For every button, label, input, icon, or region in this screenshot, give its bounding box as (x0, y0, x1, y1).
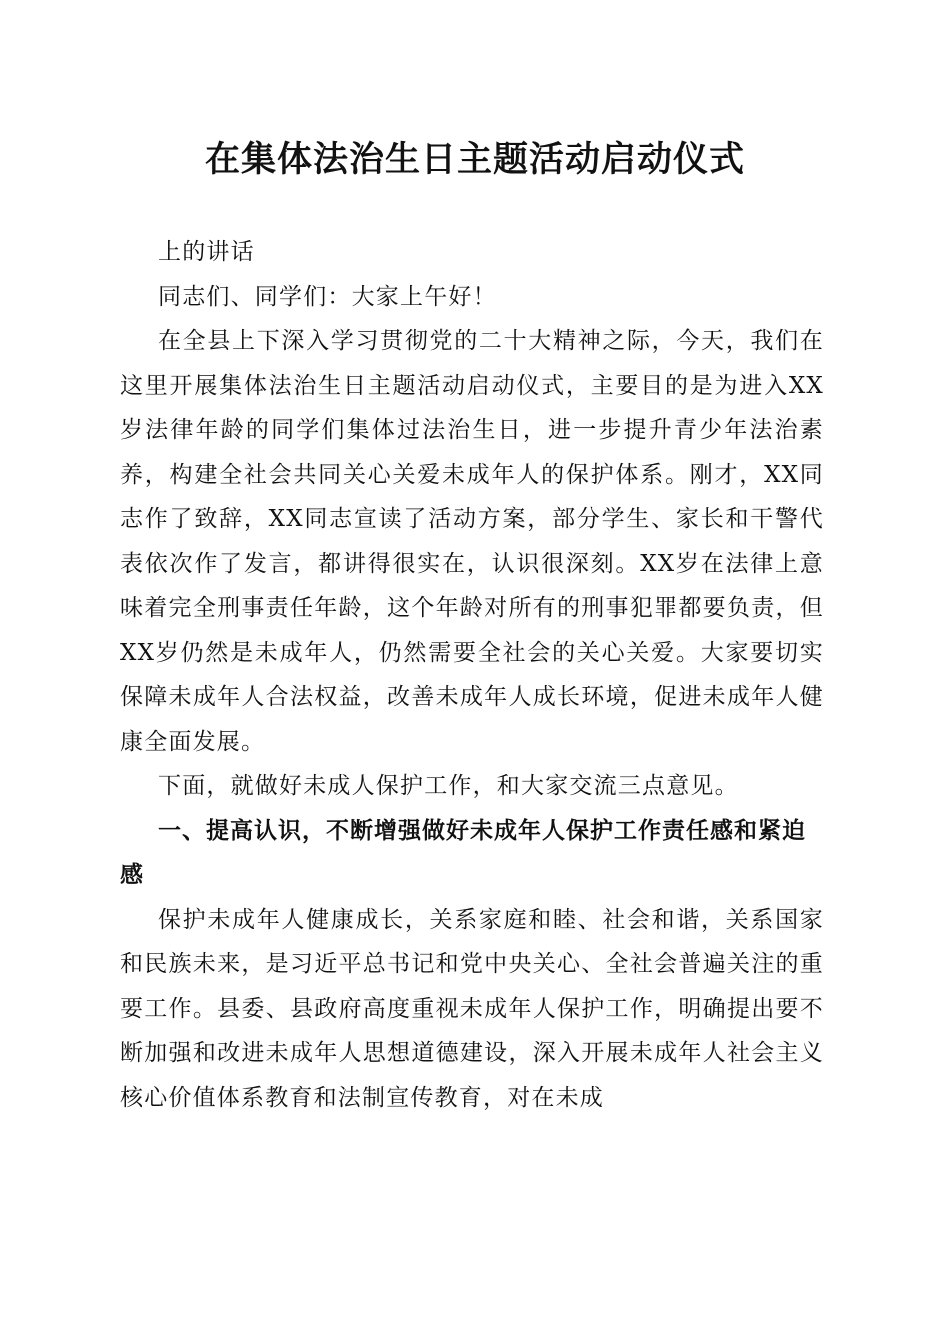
document-title: 在集体法治生日主题活动启动仪式 (204, 139, 745, 180)
section-paragraph: 保护未成年人健康成长，关系家庭和睦、社会和谐，关系国家和民族未来，是习近平总书记和党中央关心、全社会普遍关注的重要工作。县委、县政府高度重视未成年人保护工作，明确提出要不断加强和改进未成年人思想道德建设，深入开展未成年人社会主义核心价值体系教育和法制宣传教育，对在未成 (120, 906, 824, 1111)
intro-paragraph: 在全县上下深入学习贯彻党的二十大精神之际，今天，我们在这里开展集体法治生日主题活动启动仪式，主要目的是为进入XX岁法律年龄的同学们集体过法治生日，进一步提升青少年法治素养，构建全社会共同关心关爱未成年人的保护体系。刚才，XX同志作了致辞，XX同志宣读了活动方案，部分学生、家长和干警代表依次作了发言，都讲得很实在，认识很深刻。XX岁在法律上意味着完全刑事责任年龄，这个年龄对所有的刑事犯罪都要负责，但XX岁仍然是未成年人，仍然需要全社会的关心关爱。大家要切实保障未成年人合法权益，改善未成年人成长环境，促进未成年人健康全面发展。 (120, 328, 824, 755)
section-heading: 一、提高认识，不断增强做好未成年人保护工作责任感和紧迫感 (120, 817, 806, 888)
transition-paragraph: 下面，就做好未成人保护工作，和大家交流三点意见。 (158, 773, 739, 799)
title-continuation: 上的讲话 (158, 239, 255, 265)
greeting-paragraph: 同志们、同学们：大家上午好！ (158, 283, 497, 310)
document-body (120, 230, 824, 1120)
